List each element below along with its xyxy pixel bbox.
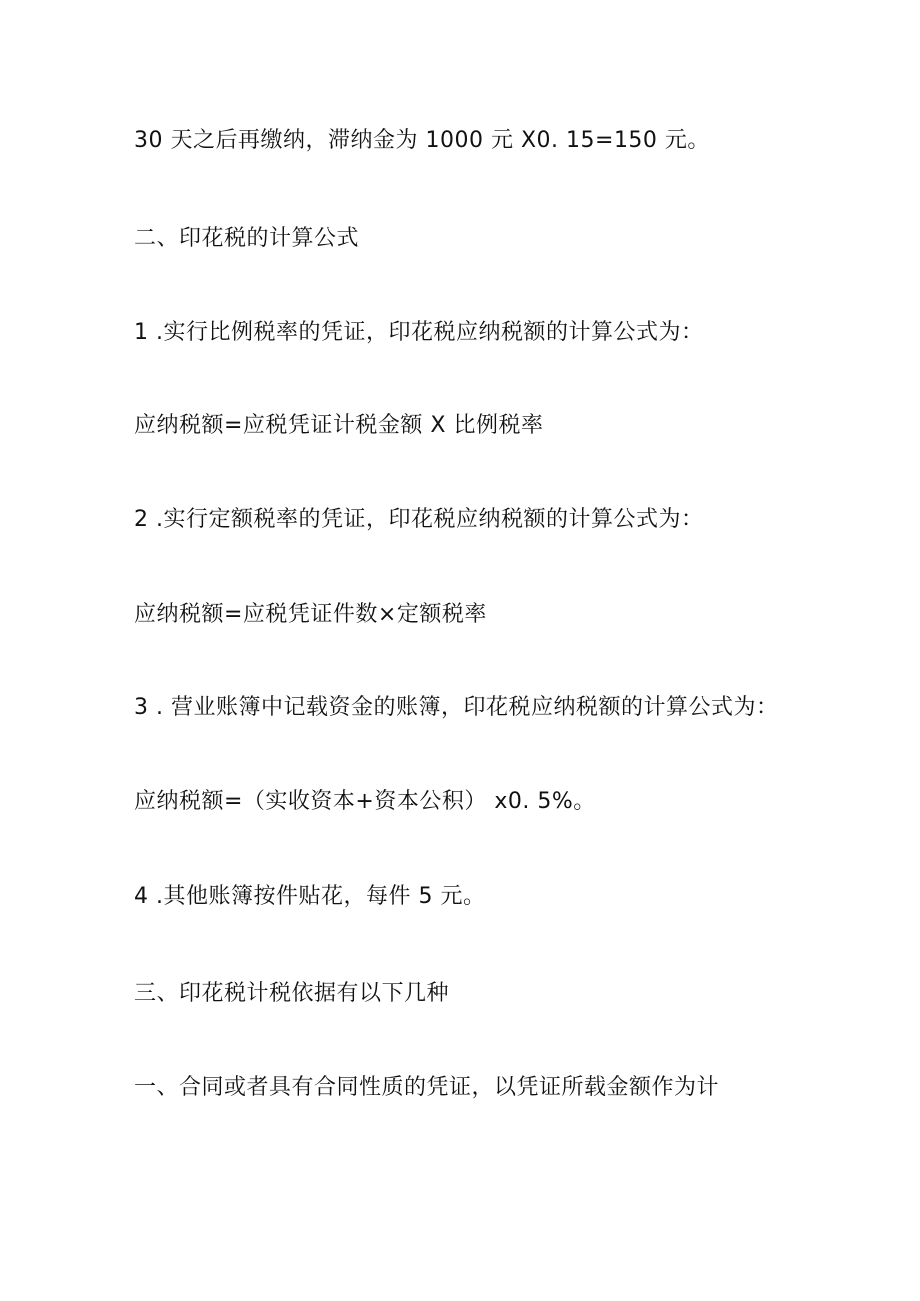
- item-3-capital-ledger: 3 . 营业账簿中记载资金的账簿，印花税应纳税额的计算公式为：: [134, 695, 779, 720]
- section-heading-formula: 二、印花税的计算公式: [134, 226, 360, 251]
- paragraph-late-fee: 30 天之后再缴纳，滞纳金为 1000 元 X0. 15=150 元。: [134, 128, 710, 153]
- section-heading-tax-basis: 三、印花税计税依据有以下几种: [134, 981, 450, 1006]
- item-1-proportional-rate: 1 .实行比例税率的凭证，印花税应纳税额的计算公式为：: [134, 320, 704, 345]
- item-4-other-ledgers: 4 .其他账簿按件贴花，每件 5 元。: [134, 884, 486, 909]
- formula-fixed: 应纳税额=应税凭证件数×定额税率: [134, 602, 487, 627]
- item-2-fixed-rate: 2 .实行定额税率的凭证，印花税应纳税额的计算公式为：: [134, 507, 704, 532]
- formula-capital: 应纳税额=（实收资本+资本公积） x0. 5%。: [134, 789, 596, 814]
- paragraph-contract-basis: 一、合同或者具有合同性质的凭证，以凭证所载金额作为计: [134, 1075, 720, 1100]
- formula-proportional: 应纳税额=应税凭证计税金额 X 比例税率: [134, 413, 544, 438]
